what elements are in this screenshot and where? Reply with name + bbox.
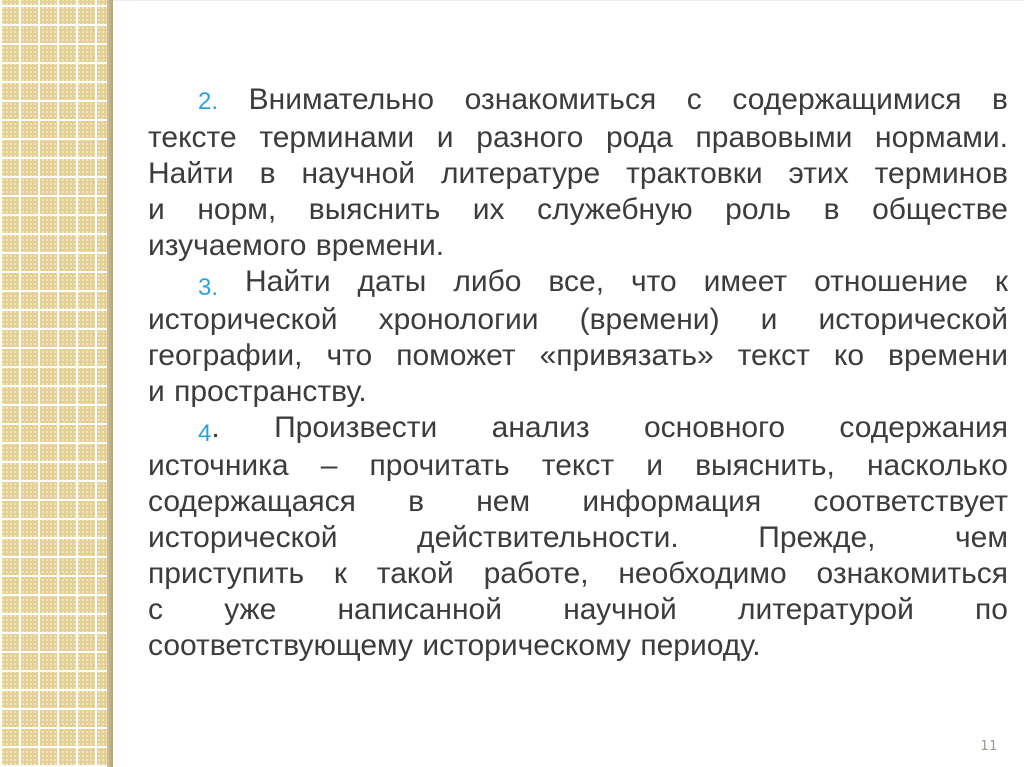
text-line: географии, что поможет «привязать» текст ко времени — [148, 339, 1008, 372]
text-line: 3. Найти даты либо все, что имеет отношение к — [198, 265, 1008, 301]
text-line: содержащаяся в нем информация соответствует — [148, 485, 1008, 518]
text-line: источника – прочитать текст и выяснить, насколько — [148, 449, 1008, 482]
side-pattern-edge — [107, 0, 113, 767]
text-line: исторической хронологии (времени) и исторической — [148, 303, 1008, 336]
page-number: 11 — [980, 739, 998, 754]
list-number: 4 — [198, 420, 212, 447]
text-line: приступить к такой работе, необходимо ознакомиться — [148, 557, 1008, 590]
text-line: исторической действительности. Прежде, чем — [148, 521, 1008, 554]
top-divider — [0, 0, 1024, 1]
list-number: 2. — [198, 88, 219, 115]
text-line: тексте терминами и разного рода правовыми нормами. — [148, 121, 1008, 154]
text-line: с уже написанной научной литературой по — [148, 593, 1008, 626]
text-line: и пространству. — [148, 375, 367, 408]
list-number: 3. — [198, 274, 219, 301]
text-line: 2. Внимательно ознакомиться с содержащимися в — [198, 83, 1008, 116]
text-line: изучаемого времени. — [148, 229, 445, 262]
list-number-suffix: . — [211, 411, 220, 444]
text-line: и норм, выяснить их служебную роль в обществе — [148, 193, 1008, 226]
text-line: 4. Произвести анализ основного содержания — [198, 411, 1008, 447]
side-pattern-strip — [0, 0, 107, 767]
slide-body-text — [148, 82, 1008, 664]
text-line: Найти в научной литературе трактовки этих терминов — [148, 157, 1008, 190]
text-line: соответствующему историческому периоду. — [148, 629, 761, 662]
